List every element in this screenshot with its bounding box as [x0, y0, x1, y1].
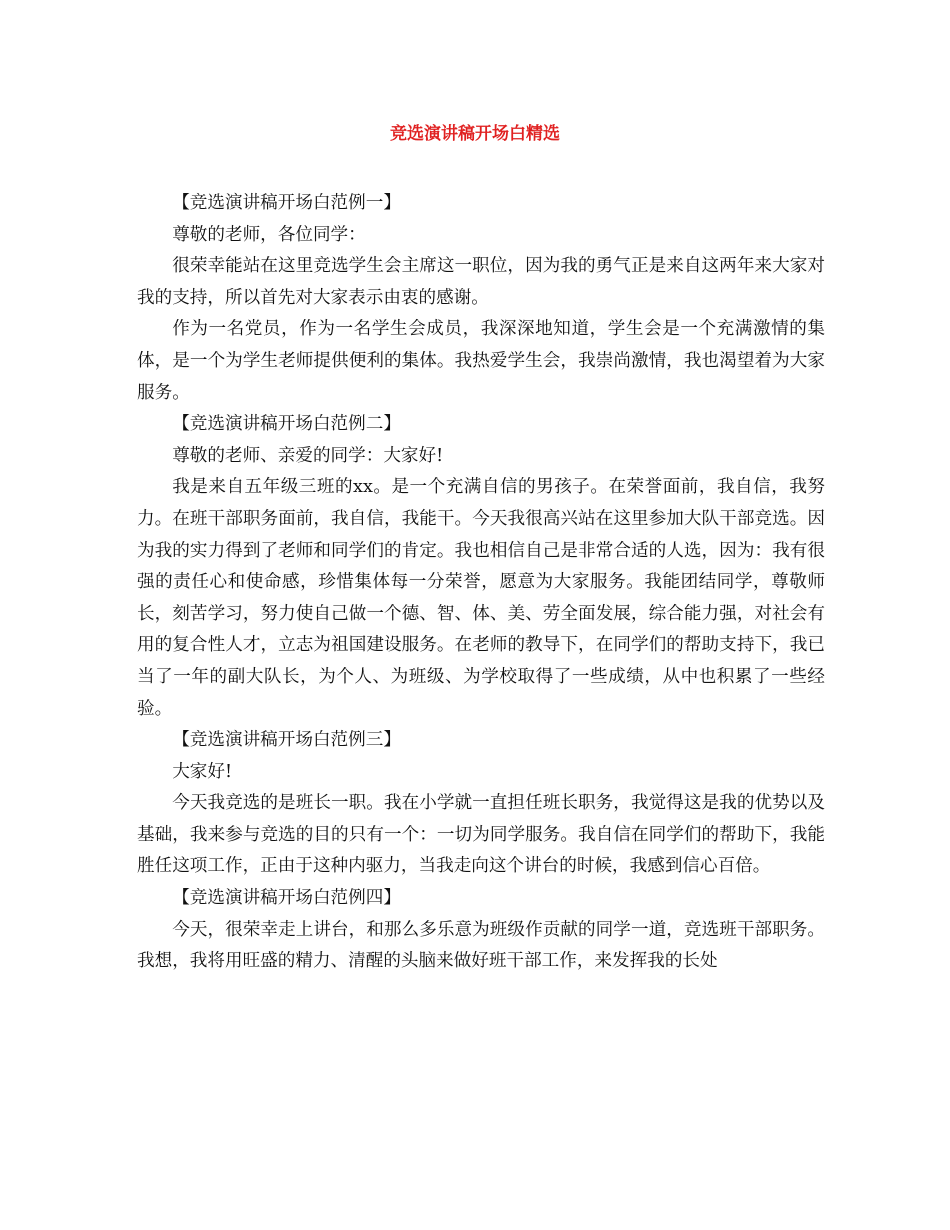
- section-heading-1: 【竞选演讲稿开场白范例一】: [172, 193, 401, 213]
- paragraph: 我是来自五年级三班的xx。是一个充满自信的男孩子。在荣誉面前，我自信，我努力。在班干部职务面前，我自信，我能干。今天我很高兴站在这里参加大队干部竞选。因为我的实力得到了老师和同学们的肯定。我也相信自己是非常合适的人选，因为：我有很强的责任心和使命感，珍惜集体每一分荣誉，愿意为大家服务。我能团结同学，尊敬师长，刻苦学习，努力使自己做一个德、智、体、美、劳全面发展，综合能力强，对社会有用的复合性人才，立志为祖国建设服务。在老师的教导下，在同学们的帮助支持下，我已当了一年的副大队长，为个人、为班级、为学校取得了一些成绩，从中也积累了一些经验。: [137, 477, 825, 719]
- section-heading-3: 【竞选演讲稿开场白范例三】: [172, 730, 401, 751]
- paragraph: 今天，很荣幸走上讲台，和那么多乐意为班级作贡献的同学一道，竞选班干部职务。我想，我将用旺盛的精力、清醒的头脑来做好班干部工作，来发挥我的长处: [137, 919, 825, 972]
- greeting-2: 尊敬的老师、亲爱的同学：大家好!: [172, 445, 444, 466]
- paragraph: 今天我竞选的是班长一职。我在小学就一直担任班长职务，我觉得这是我的优势以及基础，我来参与竞选的目的只有一个：一切为同学服务。我自信在同学们的帮助下，我能胜任这项工作，正由于这种内驱力，当我走向这个讲台的时候，我感到信心百倍。: [137, 793, 825, 877]
- document-body: [137, 188, 825, 978]
- paragraph: 很荣幸能站在这里竞选学生会主席这一职位，因为我的勇气正是来自这两年来大家对我的支持，所以首先对大家表示由衷的感谢。: [137, 256, 825, 308]
- section-heading-2: 【竞选演讲稿开场白范例二】: [172, 414, 401, 435]
- section-heading-4: 【竞选演讲稿开场白范例四】: [172, 888, 401, 909]
- paragraph: 作为一名党员，作为一名学生会成员，我深深地知道，学生会是一个充满激情的集体，是一个为学生老师提供便利的集体。我热爱学生会，我崇尚激情，我也渴望着为大家服务。: [137, 319, 825, 403]
- greeting-3: 大家好!: [172, 761, 233, 782]
- document-title: 竞选演讲稿开场白精选: [390, 124, 560, 144]
- greeting-1: 尊敬的老师，各位同学：: [172, 224, 366, 245]
